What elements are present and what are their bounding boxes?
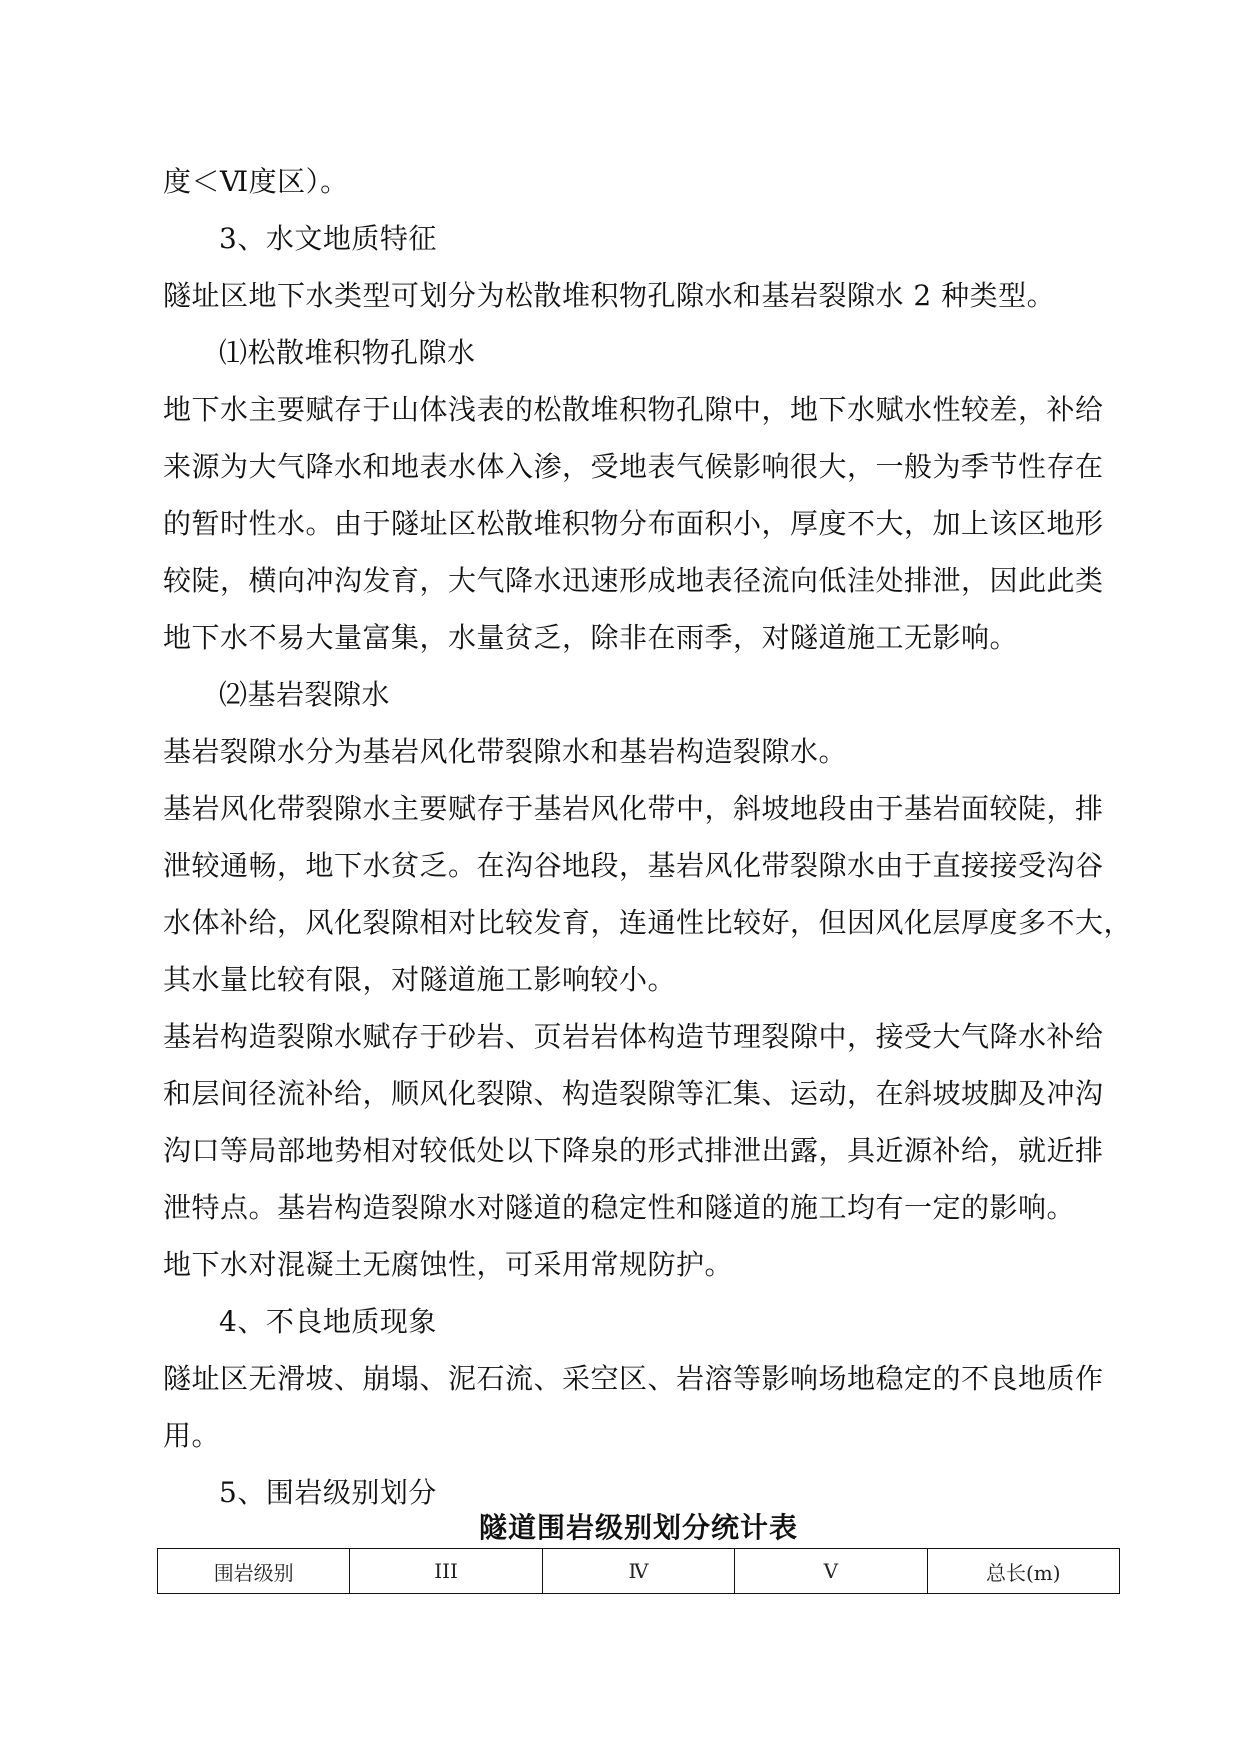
paragraph-line: 泄较通畅，地下水贫乏。在沟谷地段，基岩风化带裂隙水由于直接接受沟谷 — [163, 849, 1104, 882]
table-header-cell: V — [735, 1549, 927, 1594]
table-header-row — [158, 1549, 1120, 1594]
table-header-cell: III — [350, 1549, 542, 1594]
paragraph-line: 泄特点。基岩构造裂隙水对隧道的稳定性和隧道的施工均有一定的影响。 — [163, 1191, 1076, 1224]
paragraph-line: 其水量比较有限，对隧道施工影响较小。 — [163, 963, 677, 996]
section-heading-hydrogeology: 3、水文地质特征 — [219, 222, 437, 255]
paragraph-line: 隧址区无滑坡、崩塌、泥石流、采空区、岩溶等影响场地稳定的不良地质作 — [163, 1362, 1104, 1395]
table-header-cell: Ⅳ — [542, 1549, 734, 1594]
section-heading-adverse-geology: 4、不良地质现象 — [219, 1305, 437, 1338]
paragraph-line: 基岩风化带裂隙水主要赋存于基岩风化带中，斜坡地段由于基岩面较陡，排 — [163, 792, 1104, 825]
paragraph-line: 地下水对混凝土无腐蚀性，可采用常规防护。 — [163, 1248, 734, 1281]
rock-classification-table — [157, 1548, 1120, 1594]
paragraph-line: 用。 — [163, 1419, 221, 1452]
paragraph-line: 的暂时性水。由于隧址区松散堆积物分布面积小，厚度不大，加上该区地形 — [163, 507, 1104, 540]
paragraph-line: 地下水不易大量富集，水量贫乏，除非在雨季，对隧道施工无影响。 — [163, 621, 1019, 654]
paragraph-line: 和层间径流补给，顺风化裂隙、构造裂隙等汇集、运动，在斜坡坡脚及冲沟 — [163, 1077, 1104, 1110]
subsection-heading-fissure-water: ⑵基岩裂隙水 — [219, 678, 391, 711]
paragraph-line: 水体补给，风化裂隙相对比较发育，连通性比较好，但因风化层厚度多不大， — [163, 906, 1133, 939]
paragraph-line: 度＜Ⅵ度区）。 — [163, 165, 349, 198]
paragraph-line: 沟口等局部地势相对较低处以下降泉的形式排泄出露，具近源补给，就近排 — [163, 1134, 1104, 1167]
paragraph-line: 较陡，横向冲沟发育，大气降水迅速形成地表径流向低洼处排泄，因此此类 — [163, 564, 1104, 597]
paragraph-line: 基岩裂隙水分为基岩风化带裂隙水和基岩构造裂隙水。 — [163, 735, 848, 768]
table-header-cell: 总长(m) — [927, 1549, 1119, 1594]
table-title: 隧道围岩级别划分统计表 — [478, 1511, 798, 1544]
paragraph-line: 来源为大气降水和地表水体入渗，受地表气候影响很大，一般为季节性存在 — [163, 450, 1104, 483]
subsection-heading-pore-water: ⑴松散堆积物孔隙水 — [219, 336, 476, 369]
paragraph-line: 基岩构造裂隙水赋存于砂岩、页岩岩体构造节理裂隙中，接受大气降水补给 — [163, 1020, 1104, 1053]
table-header-cell: 围岩级别 — [158, 1549, 350, 1594]
document-body — [163, 153, 1133, 1521]
section-heading-rock-classification: 5、围岩级别划分 — [219, 1476, 437, 1509]
paragraph-line: 隧址区地下水类型可划分为松散堆积物孔隙水和基岩裂隙水 2 种类型。 — [163, 279, 1056, 312]
paragraph-line: 地下水主要赋存于山体浅表的松散堆积物孔隙中，地下水赋水性较差，补给 — [163, 393, 1104, 426]
